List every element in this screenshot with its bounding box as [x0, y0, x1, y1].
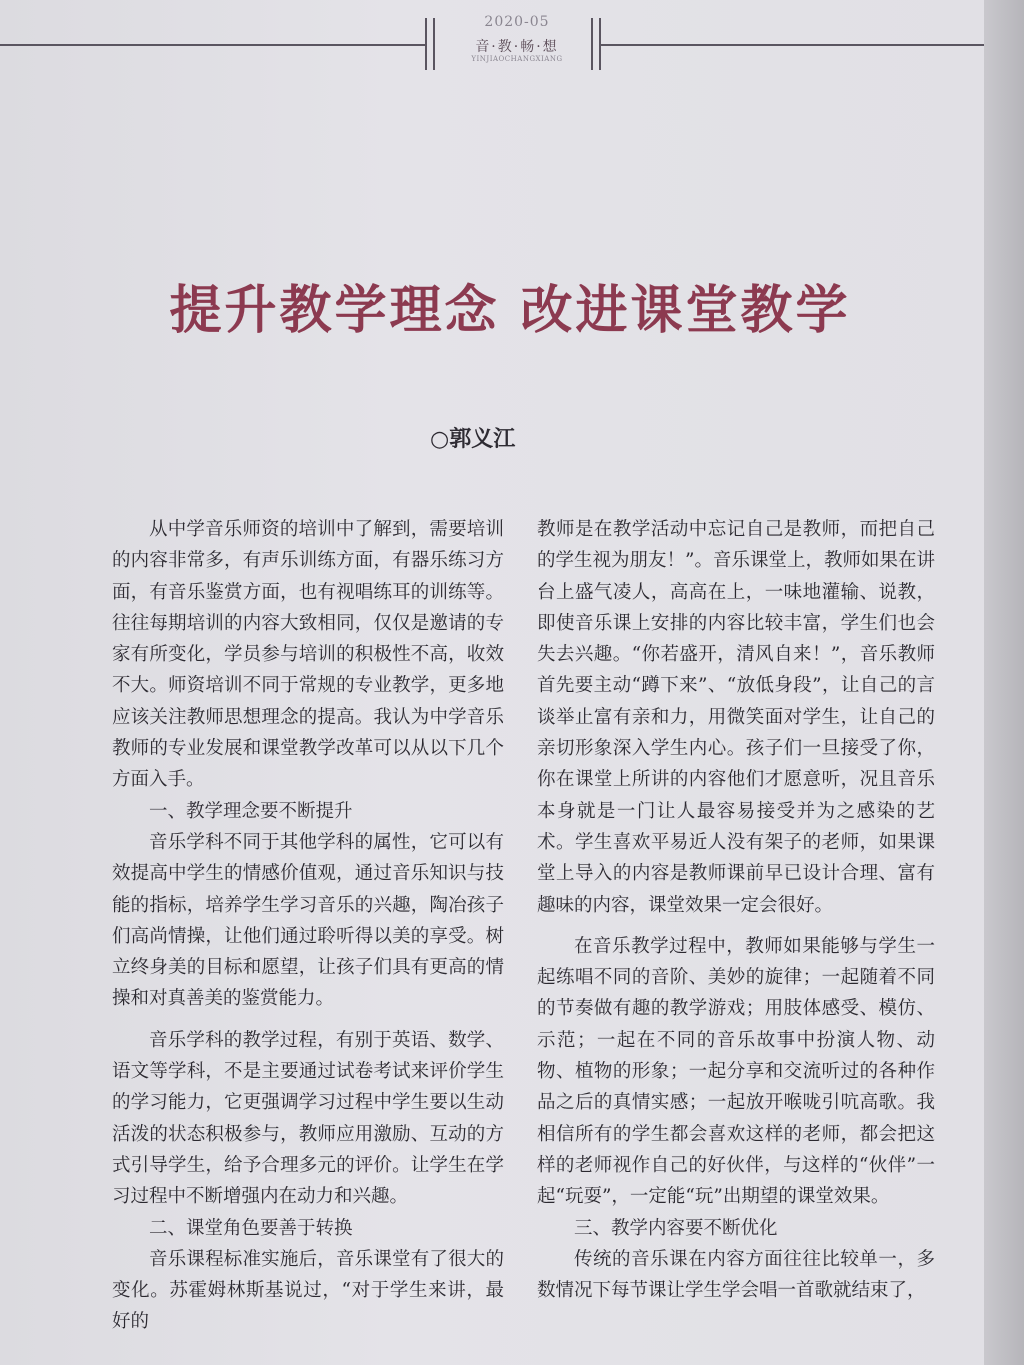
paragraph: 从中学音乐师资的培训中了解到，需要培训的内容非常多，有声乐训练方面，有器乐练习方面，有音乐鉴赏方面，也有视唱练耳的训练等。往往每期培训的内容大致相同，仅仅是邀请的专家有所变化，学员参与培训的积极性不高，收效不大。师资培训不同于常规的专业教学，更多地应该关注教师思想理念的提高。我认为中学音乐教师的专业发展和课堂教学改革可以从以下几个方面入手。	[112, 519, 504, 791]
header-rule-left	[0, 44, 425, 46]
paragraph: 教师是在教学活动中忘记自己是教师，而把自己的学生视为朋友！”。音乐课堂上，教师如果在讲台上盛气凌人，高高在上，一味地灌输、说教，即使音乐课上安排的内容比较丰富，学生们也会失去兴趣。“你若盛开，清风自来！”，音乐教师首先要主动“蹲下来”、“放低身段”，让自己的言谈举止富有亲和力，用微笑面对学生，让自己的亲切形象深入学生内心。孩子们一旦接受了你，你在课堂上所讲的内容他们才愿意听，况且音乐本身就是一门让人最容易接受并为之感染的艺术。学生喜欢平易近人没有架子的老师，如果课堂上导入的内容是教师课前早已设计合理、富有趣味的内容，课堂效果一定会很好。	[537, 519, 935, 916]
header-tick	[599, 18, 601, 70]
header-tick	[591, 18, 593, 70]
article-author: ○郭义江	[430, 426, 516, 452]
right-column	[537, 514, 935, 1306]
paragraph: 音乐学科的教学过程，有别于英语、数学、语文等学科，不是主要通过试卷考试来评价学生的学习能力，它更强调学习过程中学生要以生动活泼的状态积极参与，教师应用激励、互动的方式引导学生，给予合理多元的评价。让学生在学习过程中不断增强内在动力和兴趣。	[112, 1029, 504, 1208]
column-pinyin: YINJIAOCHANGXIANG	[471, 55, 563, 63]
header-tick	[425, 18, 427, 70]
section-heading: 三、教学内容要不断优化	[574, 1217, 778, 1239]
paragraph: 传统的音乐课在内容方面往往比较单一，多数情况下每节课让学生学会唱一首歌就结束了，	[537, 1248, 935, 1302]
paragraph: 音乐课程标准实施后，音乐课堂有了很大的变化。苏霍姆林斯基说过，“对于学生来讲，最好的	[112, 1248, 504, 1333]
section-heading: 二、课堂角色要善于转换	[149, 1217, 353, 1239]
paragraph: 在音乐教学过程中，教师如果能够与学生一起练唱不同的音阶、美妙的旋律；一起随着不同的节奏做有趣的教学游戏；用肢体感受、模仿、示范；一起在不同的音乐故事中扮演人物、动物、植物的形象；一起分享和交流听过的各种作品之后的真情实感；一起放开喉咙引吭高歌。我相信所有的学生都会喜欢这样的老师，都会把这样的老师视作自己的好伙伴，与这样的“伙伴”一起“玩耍”，一定能“玩”出期望的课堂效果。	[537, 935, 935, 1208]
column-title: 音·教·畅·想	[475, 39, 559, 55]
section-heading: 一、教学理念要不断提升	[149, 800, 353, 822]
header-tick	[433, 18, 435, 70]
left-column	[112, 514, 504, 1338]
issue-date: 2020-05	[484, 14, 550, 30]
page-spine	[984, 0, 1024, 1365]
header-rule-right	[600, 44, 984, 46]
paragraph: 音乐学科不同于其他学科的属性，它可以有效提高中学生的情感价值观，通过音乐知识与技能的指标，培养学生学习音乐的兴趣，陶冶孩子们高尚情操，让他们通过聆听得以美的享受。树立终身美的目标和愿望，让孩子们具有更高的情操和对真善美的鉴赏能力。	[112, 831, 504, 1010]
article-title: 提升教学理念 改进课堂教学	[169, 281, 851, 341]
